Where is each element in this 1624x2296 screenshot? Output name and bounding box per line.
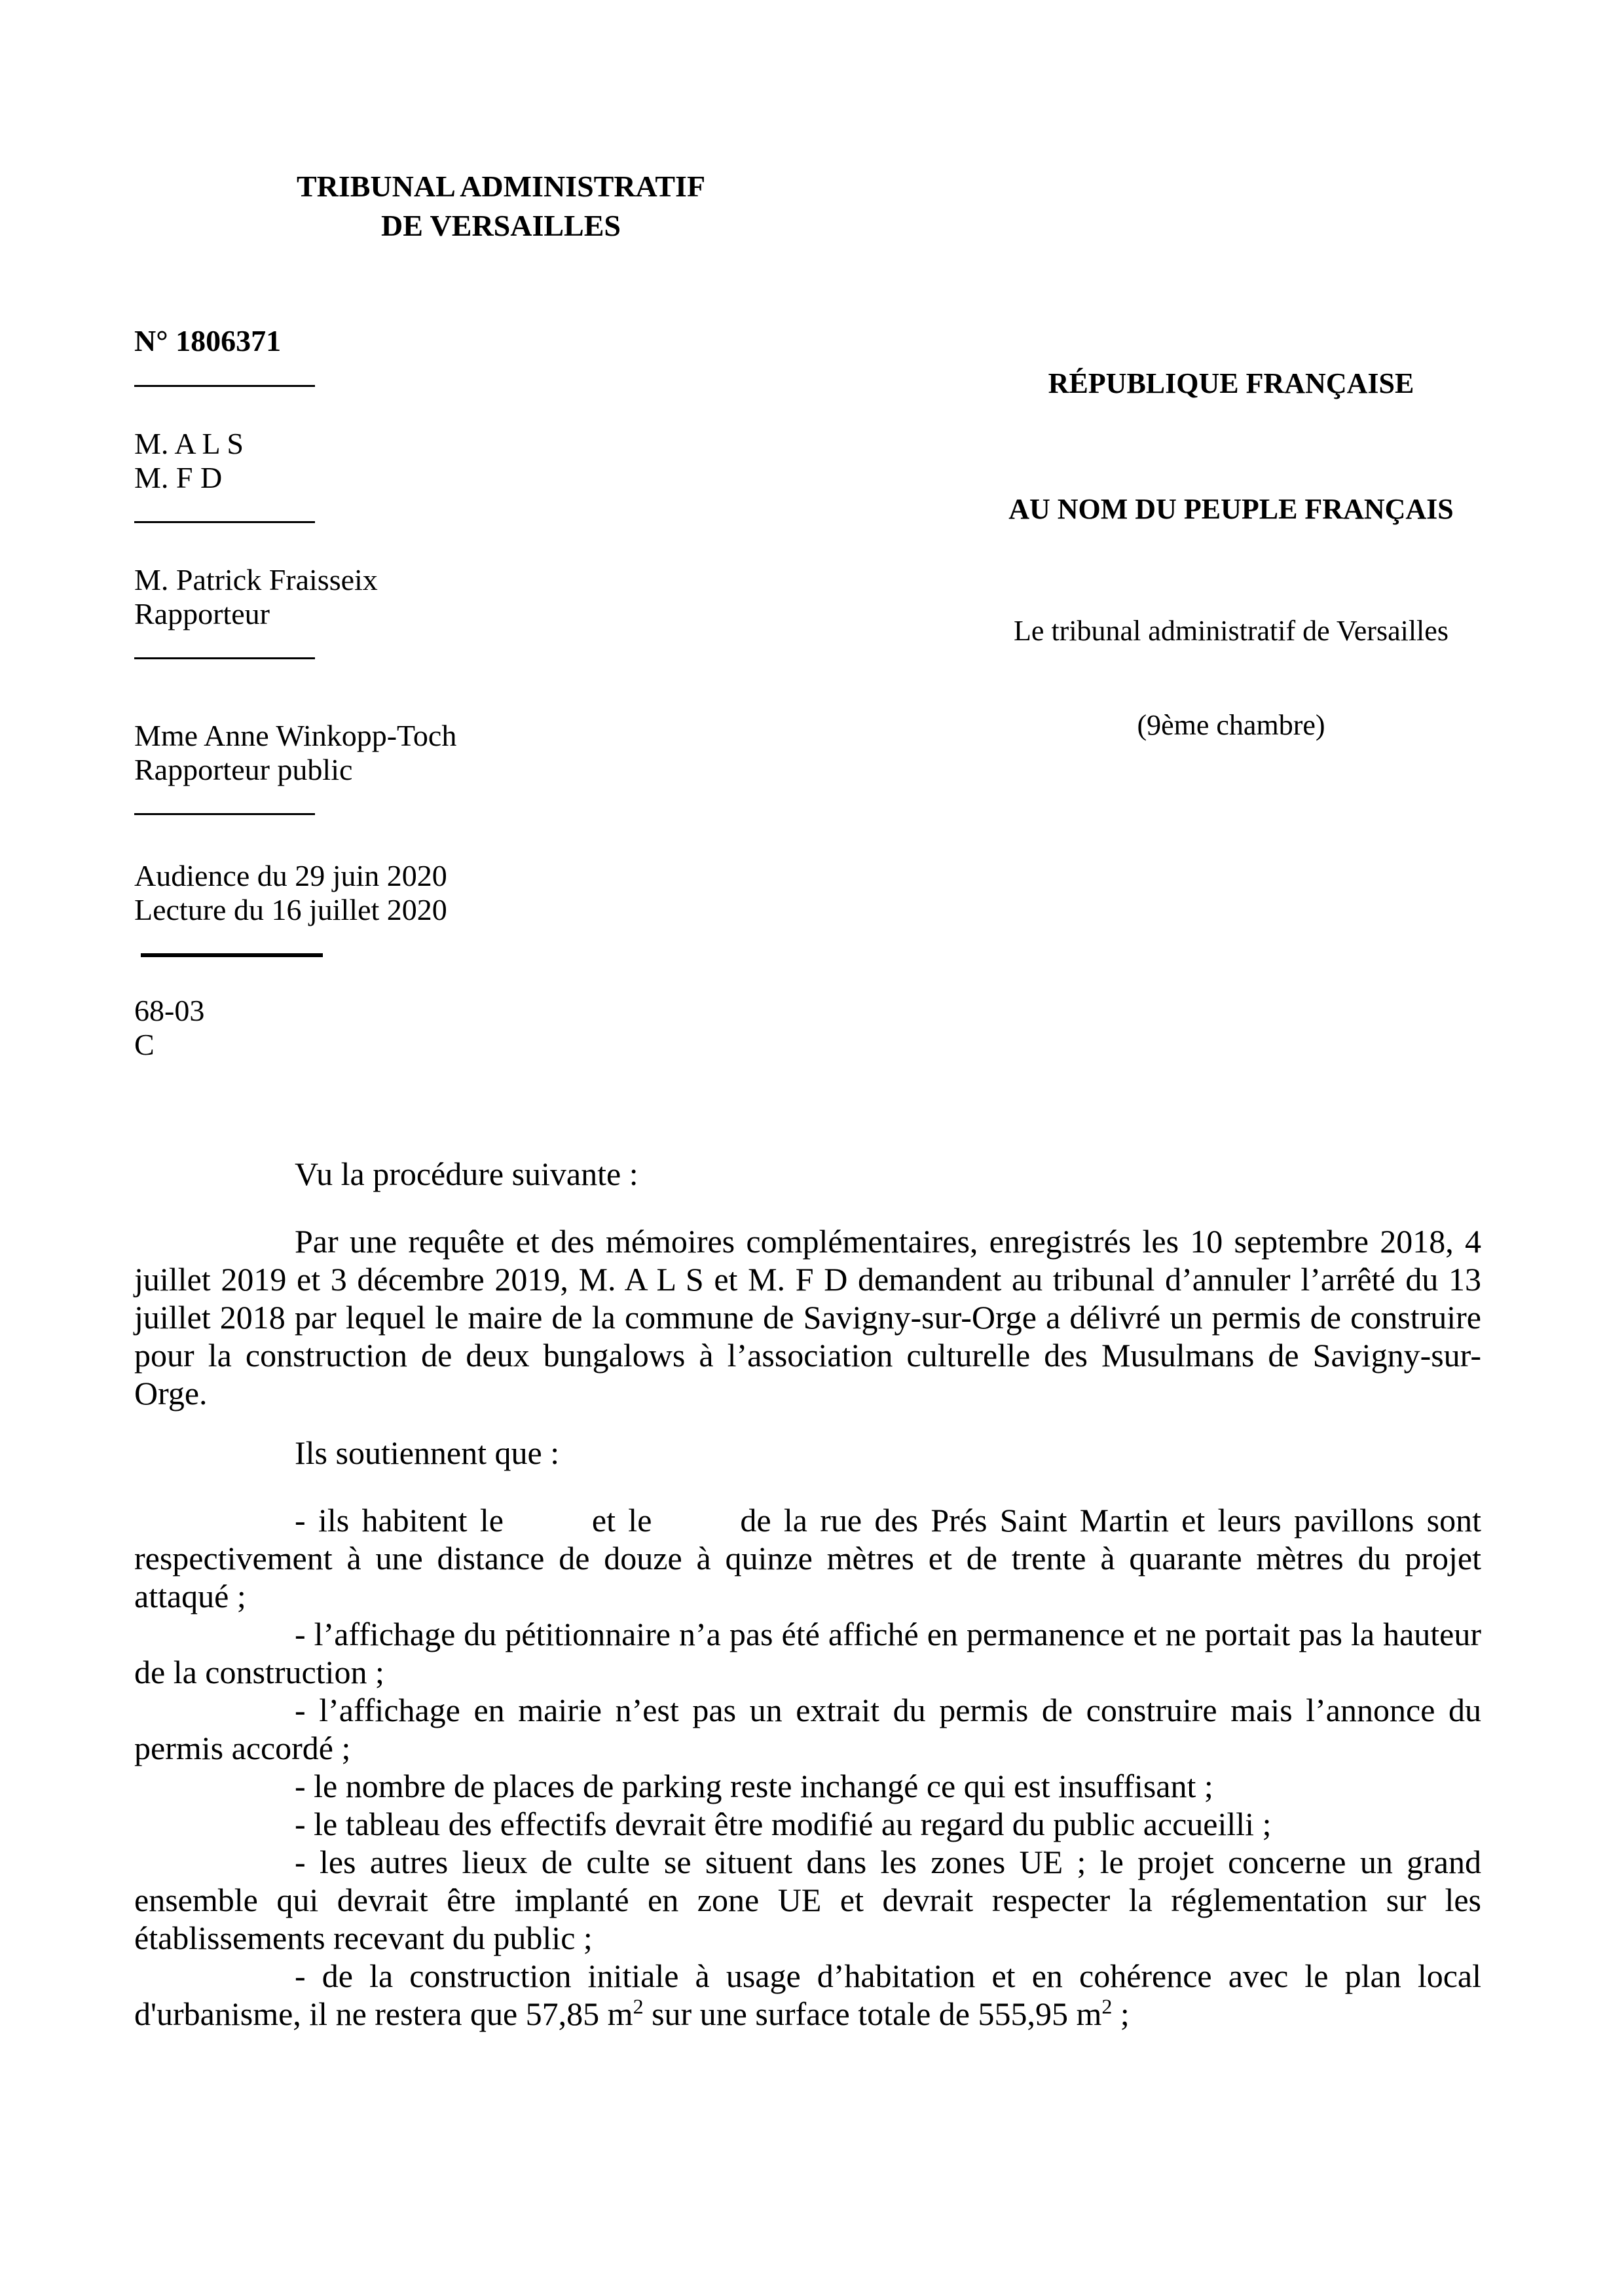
- claim-item: - les autres lieux de culte se situent dans les zones UE ; le projet concerne un grand ensemble qui devrait être implanté en zone UE et devrait respecter la réglementation sur les établissements recevant du public ;: [134, 1844, 1481, 1956]
- classification-letter: C: [134, 1028, 155, 1061]
- republique-francaise: RÉPUBLIQUE FRANÇAISE: [1048, 367, 1414, 399]
- claim-text: - de la construction initiale à usage d’habitation et en cohérence avec le plan local d'urbanisme, il ne restera que 57,85 m: [134, 1958, 1481, 2032]
- superscript-2: 2: [1101, 1994, 1113, 2018]
- claim-item: - l’affichage en mairie n’est pas un extrait du permis de construire mais l’annonce du permis accordé ;: [134, 1692, 1481, 1766]
- lecture-date: Lecture du 16 juillet 2020: [134, 893, 447, 926]
- classification-code: 68-03: [134, 994, 205, 1027]
- court-header: [134, 167, 868, 246]
- tribunal-name: Le tribunal administratif de Versailles: [1014, 615, 1449, 647]
- divider: [134, 813, 315, 815]
- divider: [134, 657, 315, 659]
- claim-item: - le tableau des effectifs devrait être modifié au regard du public accueilli ;: [295, 1806, 1272, 1842]
- divider: [134, 521, 315, 523]
- court-name-line1: TRIBUNAL ADMINISTRATIF: [296, 170, 706, 203]
- claims-list: [134, 1501, 1481, 2033]
- divider: [134, 385, 315, 387]
- party-name: M. A L S: [134, 427, 244, 460]
- au-nom-du-peuple: AU NOM DU PEUPLE FRANÇAIS: [1008, 493, 1454, 525]
- rapporteur-title: Rapporteur: [134, 597, 270, 630]
- case-number: N° 1806371: [134, 324, 282, 357]
- claim-text: ;: [1112, 1995, 1130, 2032]
- claim-item: - ils habitent le et le de la rue des Prés Saint Martin et leurs pavillons sont respectivement à une distance de douze à quinze mètres et de trente à quarante mètres du projet attaqué ;: [134, 1502, 1481, 1614]
- thick-divider: [141, 953, 323, 957]
- superscript-2: 2: [633, 1994, 644, 2018]
- claim-text: sur une surface totale de 555,95 m: [643, 1995, 1102, 2032]
- request-paragraph: Par une requête et des mémoires complémentaires, enregistrés les 10 septembre 2018, 4 juillet 2019 et 3 décembre 2019, M. A L S et M. F D demandent au tribunal d’annuler l’arrêté du 13 juillet 2018 par lequel le maire de la commune de Savigny-sur-Orge a délivré un permis de construire pour la construction de deux bungalows à l’association culturelle des Musulmans de Savigny-sur-Orge.: [134, 1223, 1481, 1412]
- claim-item: - l’affichage du pétitionnaire n’a pas été affiché en permanence et ne portait pas la hauteur de la construction ;: [134, 1616, 1481, 1690]
- public-rapporteur-title: Rapporteur public: [134, 753, 353, 786]
- rapporteur-name: M. Patrick Fraisseix: [134, 563, 378, 596]
- chamber-name: (9ème chambre): [1137, 709, 1325, 741]
- claims-heading: Ils soutiennent que :: [295, 1434, 560, 1471]
- decision-body: [134, 1155, 1481, 2033]
- public-rapporteur-name: Mme Anne Winkopp-Toch: [134, 719, 457, 752]
- audience-date: Audience du 29 juin 2020: [134, 859, 447, 892]
- party-name: M. F D: [134, 461, 223, 494]
- claim-item: - le nombre de places de parking reste inchangé ce qui est insuffisant ;: [295, 1768, 1213, 1804]
- claim-item: [134, 1957, 1481, 2033]
- procedure-heading: Vu la procédure suivante :: [295, 1156, 638, 1192]
- court-name-line2: DE VERSAILLES: [380, 209, 621, 242]
